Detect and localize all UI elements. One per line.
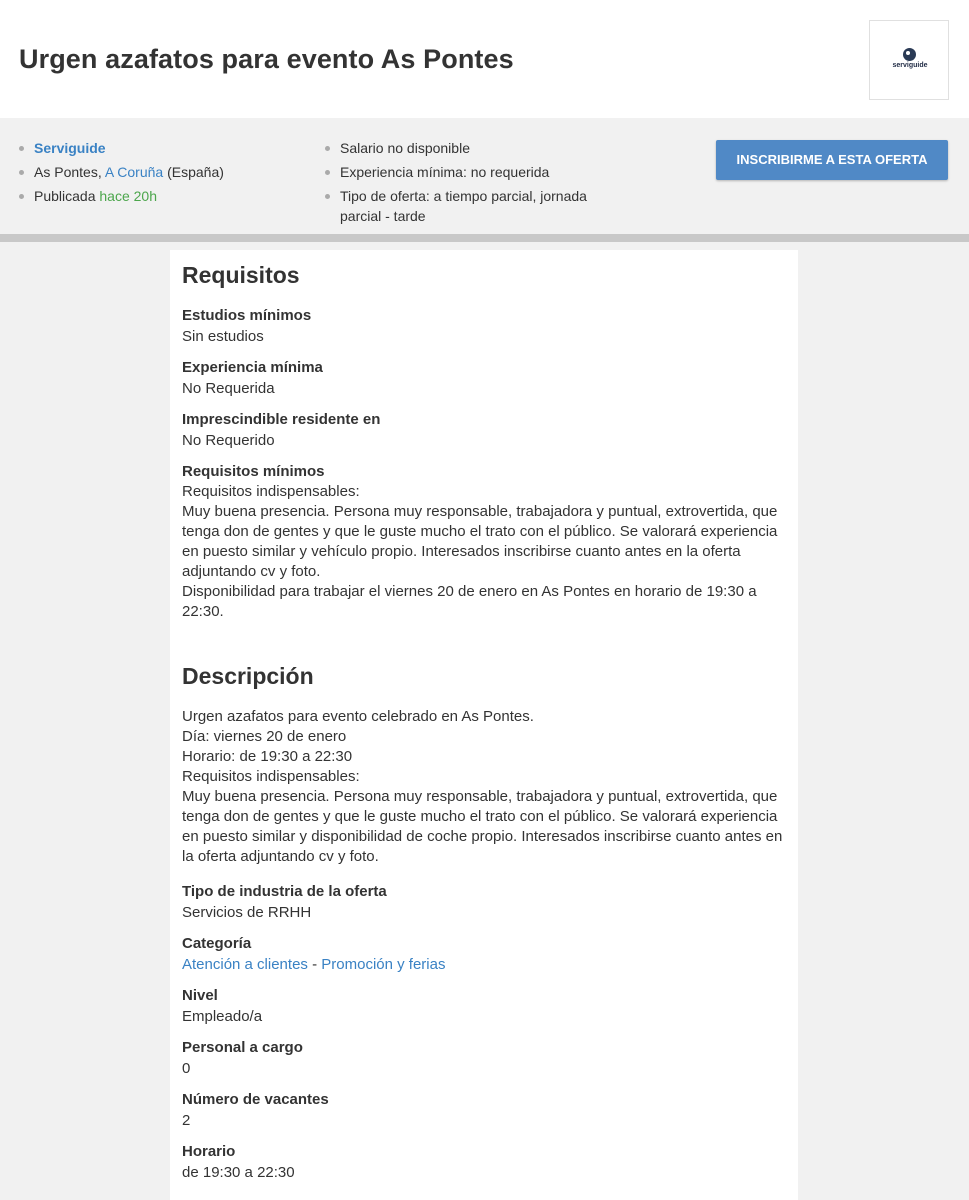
- staff-section: [182, 1038, 786, 1080]
- summary-salary: Salario no disponible: [325, 138, 615, 158]
- min-requirements-text: Requisitos indispensables: Muy buena presencia. Persona muy responsable, trabajadora y puntual, extrovertida, que tenga don de gentes y que le guste mucho el trato con el público. Se valorará experiencia en puesto similar y vehículo propio. Interesados inscribirse cuanto antes en la oferta adjuntando cv y foto. Disponibilidad para trabajar el viernes 20 de enero en As Pontes en horario de 19:30 a 22:30.: [182, 483, 778, 620]
- apply-button[interactable]: INSCRIBIRME A ESTA OFERTA: [716, 140, 948, 180]
- schedule-section: [182, 1142, 786, 1184]
- province-link[interactable]: A Coruña: [104, 164, 164, 180]
- industry-section: [182, 882, 786, 924]
- summary-experience: Experiencia mínima: no requerida: [325, 162, 615, 182]
- published-prefix: Publicada: [34, 188, 96, 204]
- company-link[interactable]: Serviguide: [34, 140, 106, 156]
- schedule-label: Horario: [182, 1143, 236, 1160]
- vacancies-label: Número de vacantes: [182, 1091, 329, 1108]
- company-logo[interactable]: [869, 20, 949, 100]
- page-header: [0, 0, 969, 118]
- summary-published: [19, 186, 224, 206]
- min-experience-section: [182, 358, 786, 400]
- offer-content: [170, 250, 798, 1200]
- resident-section: [182, 410, 786, 452]
- published-time: hace 20h: [99, 188, 157, 204]
- summary-list-left: [19, 138, 224, 210]
- min-studies-section: [182, 306, 786, 348]
- location-city: As Pontes,: [34, 164, 102, 180]
- schedule-value: de 19:30 a 22:30: [182, 1164, 295, 1181]
- category-link-promotion[interactable]: Promoción y ferias: [321, 956, 446, 973]
- location-country: (España): [167, 164, 224, 180]
- resident-label: Imprescindible residente en: [182, 411, 381, 428]
- offer-summary: [0, 118, 969, 242]
- description-text: Urgen azafatos para evento celebrado en As Pontes. Día: viernes 20 de enero Horario: de 19:30 a 22:30 Requisitos indispensables: Muy buena presencia. Persona muy responsable, trabajadora y puntual, extrovertida, que tenga don de gentes y que le guste mucho el trato con el público. Se valorará experiencia en puesto similar y disponibilidad de coche propio. Interesados inscribirse cuanto antes en la oferta adjuntando cv y foto.: [182, 708, 783, 865]
- resident-value: No Requerido: [182, 432, 275, 449]
- description-section: [182, 707, 786, 867]
- logo-text: serviguide: [892, 62, 928, 69]
- vacancies-value: 2: [182, 1112, 191, 1129]
- level-label: Nivel: [182, 987, 218, 1004]
- industry-label: Tipo de industria de la oferta: [182, 883, 387, 900]
- summary-location: [19, 162, 224, 182]
- category-value: [182, 954, 786, 976]
- page-title: Urgen azafatos para evento As Pontes: [19, 44, 514, 74]
- category-separator: -: [312, 956, 318, 973]
- min-requirements-label: Requisitos mínimos: [182, 463, 325, 480]
- min-experience-label: Experiencia mínima: [182, 359, 323, 376]
- category-section: [182, 934, 786, 976]
- min-studies-value: Sin estudios: [182, 328, 264, 345]
- category-link-customer-service[interactable]: Atención a clientes: [182, 956, 308, 973]
- category-label: Categoría: [182, 935, 252, 952]
- min-studies-label: Estudios mínimos: [182, 307, 312, 324]
- level-section: [182, 986, 786, 1028]
- summary-offer-type: Tipo de oferta: a tiempo parcial, jornada parcial - tarde: [325, 186, 615, 226]
- staff-label: Personal a cargo: [182, 1039, 303, 1056]
- industry-value: Servicios de RRHH: [182, 904, 312, 921]
- summary-company: [19, 138, 224, 158]
- description-heading: Descripción: [182, 663, 314, 689]
- summary-list-right: [325, 138, 615, 230]
- requirements-heading: Requisitos: [182, 262, 300, 288]
- min-experience-value: No Requerida: [182, 380, 275, 397]
- level-value: Empleado/a: [182, 1008, 263, 1025]
- staff-value: 0: [182, 1060, 191, 1077]
- globe-icon: [903, 48, 916, 61]
- vacancies-section: [182, 1090, 786, 1132]
- min-requirements-section: [182, 462, 786, 622]
